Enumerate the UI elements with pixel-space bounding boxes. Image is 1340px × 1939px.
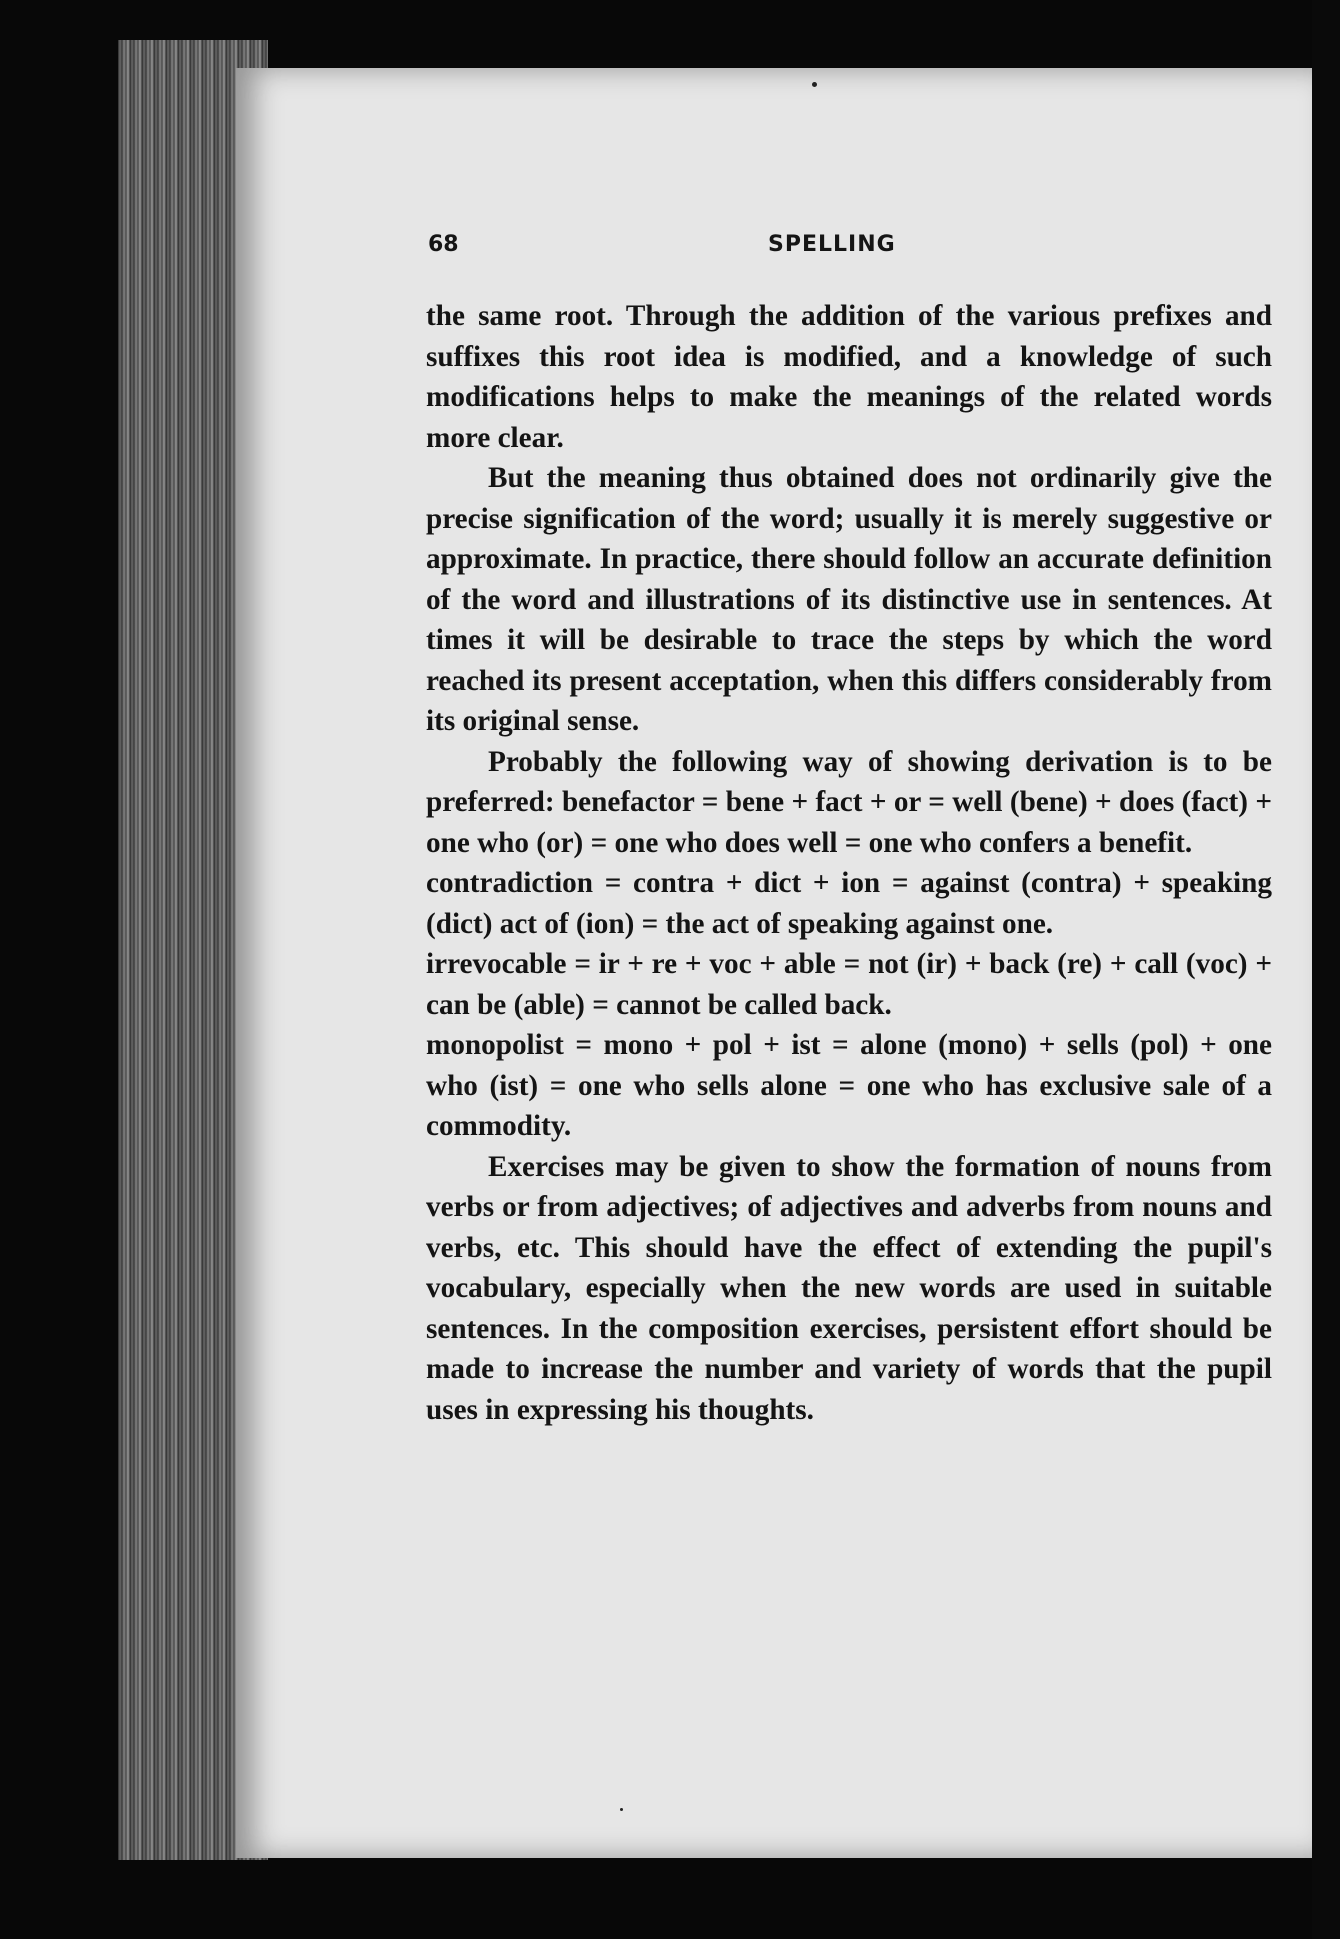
running-title: SPELLING: [768, 232, 896, 257]
paragraph-meaning: But the meaning thus obtained does not ordinarily give the precise signification of the word; usually it is merely suggestive or approximate. In practice, there should follow an accurate definition of the word and illustrations of its distinctive use in sentences. At times it will be desirable to trace the steps by which the word reached its present acceptation, when this differs considerably from its original sense.: [426, 462, 1272, 737]
ink-speck: [812, 82, 817, 87]
paragraph-root-continuation: the same root. Through the addition of the various prefixes and suffixes this root idea is modified, and a knowledge of such modifications helps to make the meanings of the related words more clear.: [426, 300, 1272, 454]
page-header: [428, 232, 1268, 266]
body-text: [426, 296, 1272, 1430]
example-irrevocable: irrevocable = ir + re + voc + able = not (ir) + back (re) + call (voc) + can be (able) = cannot be called back.: [426, 948, 1272, 1021]
page-number: 68: [428, 232, 459, 257]
paragraph-derivation: Probably the following way of showing derivation is to be preferred: benefactor = bene + fact + or = well (bene) + does (fact) + one who (or) = one who does well = one who confers a benefit.: [426, 745, 1272, 859]
right-shadow: [1312, 0, 1340, 1939]
ink-speck: [620, 1808, 623, 1811]
paragraph-exercises: Exercises may be given to show the formation of nouns from verbs or from adjectives; of adjectives and adverbs from nouns and verbs, etc. This should have the effect of extending the pupil's vocabulary, especially when the new words are used in suitable sentences. In the composition exercises, persistent effort should be made to increase the number and variety of words that the pupil uses in expressing his thoughts.: [426, 1150, 1272, 1426]
example-monopolist: monopolist = mono + pol + ist = alone (mono) + sells (pol) + one who (ist) = one who sells alone = one who has exclusive sale of a commodity.: [426, 1029, 1272, 1142]
example-contradiction: contradiction = contra + dict + ion = against (contra) + speaking (dict) act of (ion) = the act of speaking against one.: [426, 867, 1272, 940]
